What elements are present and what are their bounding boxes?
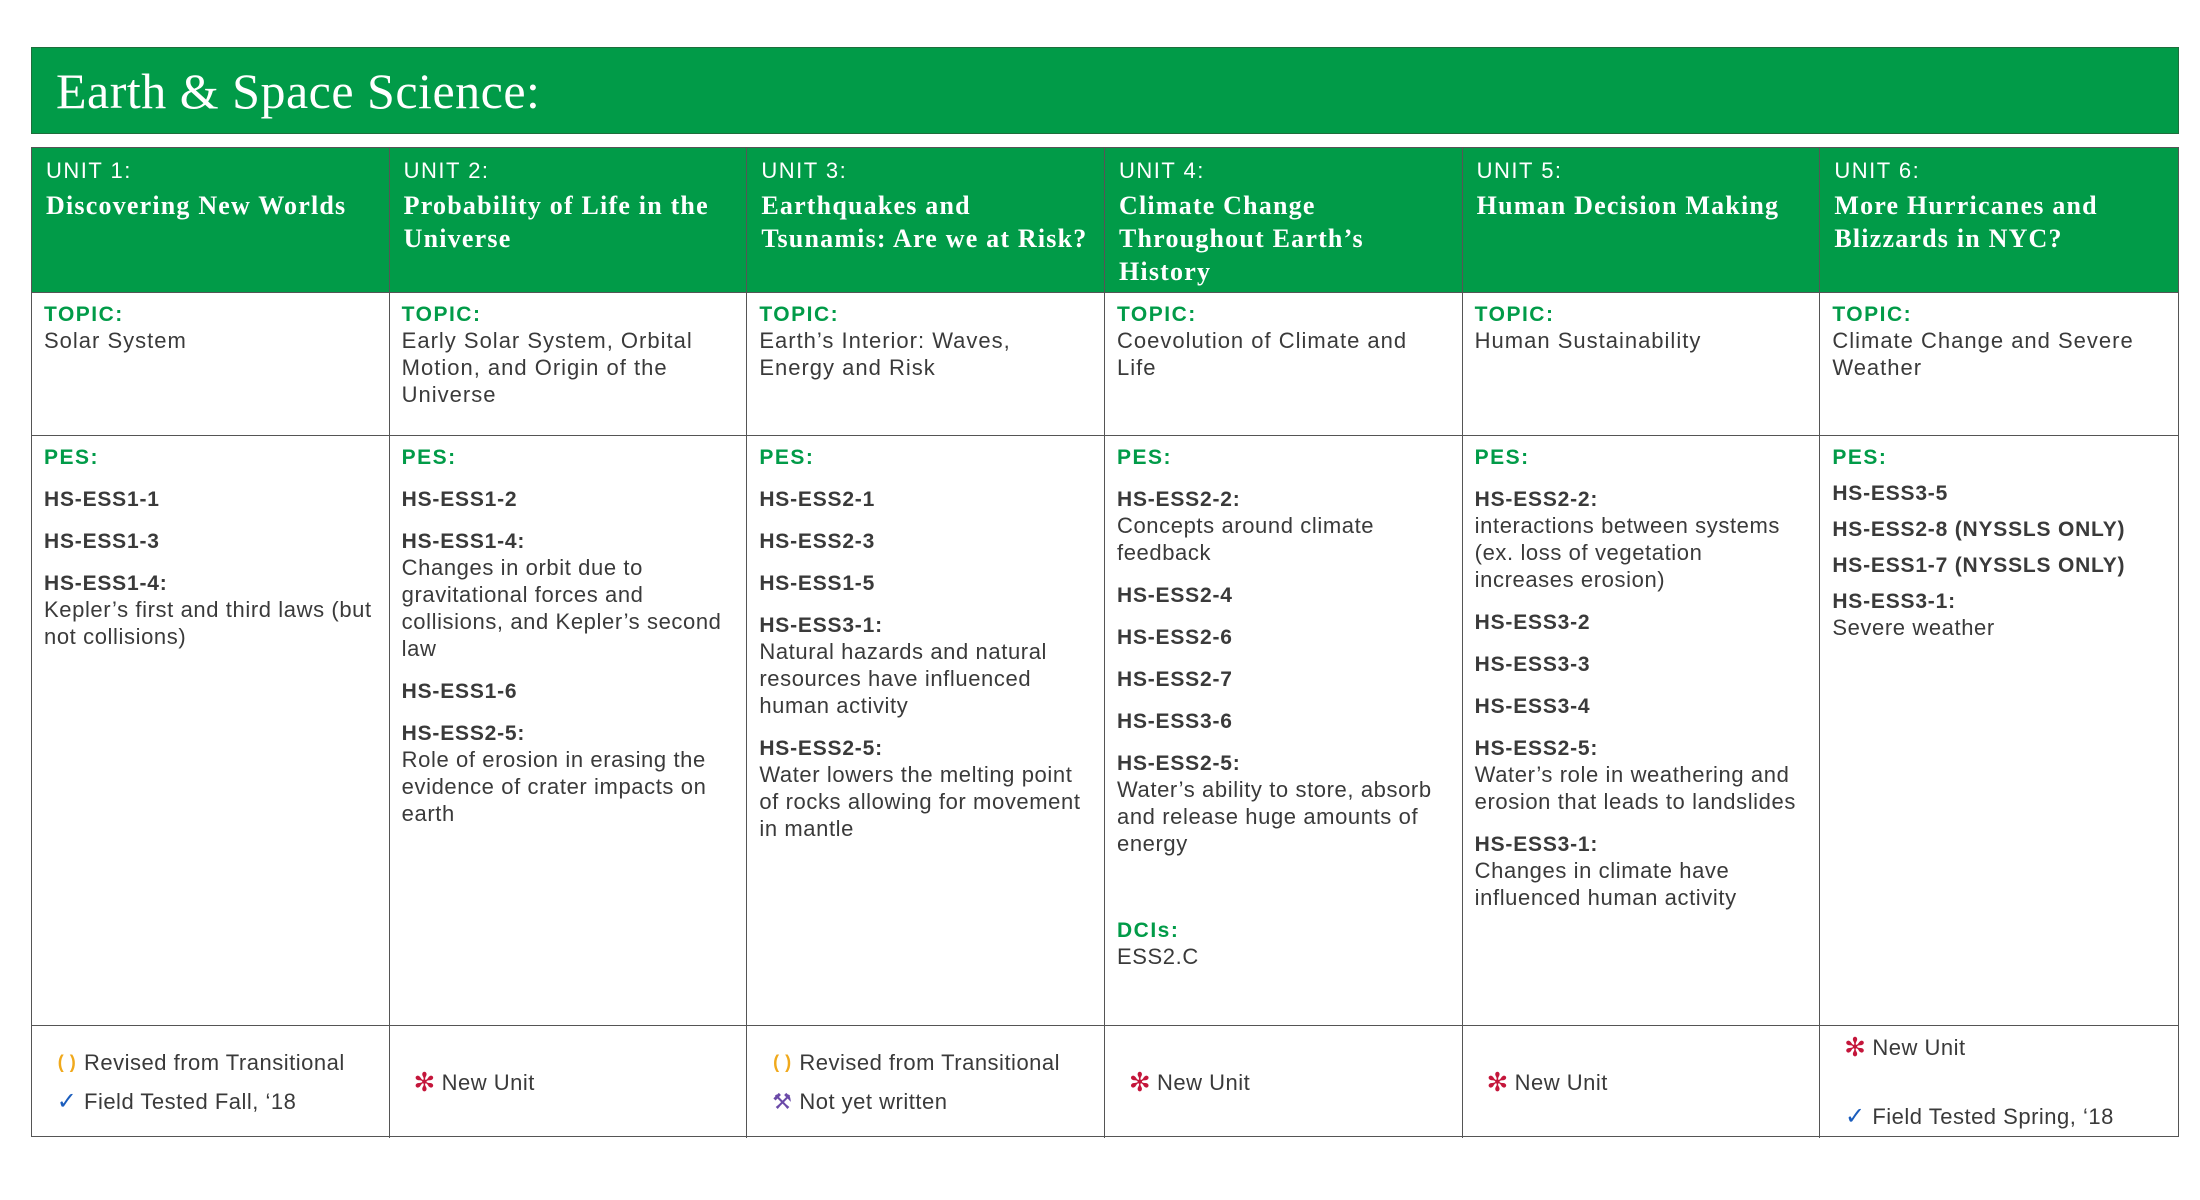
status-item [54,1049,369,1076]
pes-label: PES: [1832,446,1888,469]
pes-code: HS-ESS3-1: [759,614,883,637]
topic-label: TOPIC: [1116,303,1197,326]
status-text: Field Tested Spring, ‘18 [1872,1104,2114,1129]
pes-code: HS-ESS2-2: [1474,488,1599,511]
units-table [31,147,2179,1137]
revised-icon: ( ) [773,1052,792,1072]
pes-code: HS-ESS3-2 [1474,611,1591,634]
topic-cell [1463,293,1821,436]
status-cell [32,1026,390,1138]
topic-text: Climate Change and Severe Weather [1832,328,2134,380]
check-icon: ✓ [56,1088,78,1115]
pes-code: HS-ESS1-5 [759,572,876,595]
unit-name: Human Decision Making [1476,191,1780,220]
status-item [1127,1066,1442,1097]
pes-item [1475,695,1808,719]
status-item [769,1088,1084,1115]
unit-header [1463,148,1821,293]
pes-item [1117,668,1450,692]
pes-code: HS-ESS2-2: [1116,488,1241,511]
pes-item [1832,482,2166,506]
pes-item [402,722,735,827]
pes-cell [32,436,390,1026]
status-text: New Unit [1872,1035,1966,1060]
pes-code: HS-ESS1-7 (NYSSLS ONLY) [1832,554,2126,577]
pes-label: PES: [1116,446,1172,469]
pes-code: HS-ESS3-4 [1474,695,1591,718]
pes-item [402,680,735,704]
pes-label: PES: [401,446,457,469]
unit-header [390,148,748,293]
topic-cell [1105,293,1463,436]
status-item [1485,1066,1800,1097]
unit-header [1820,148,2178,293]
unit-name: Probability of Life in the Universe [403,191,709,253]
pes-code: HS-ESS1-1 [44,488,160,511]
status-item [1842,1103,2158,1130]
check-icon: ✓ [1845,1103,1866,1130]
pes-item [402,488,735,512]
pes-description: Kepler’s first and third laws (but not collisions) [44,597,372,649]
new-unit-icon: ✻ [1128,1066,1152,1097]
topic-cell [390,293,748,436]
pes-code: HS-ESS1-3 [44,530,160,553]
unit-label: UNIT 2: [403,158,490,183]
pes-code: HS-ESS2-5: [759,737,883,760]
pes-description: Water’s ability to store, absorb and release huge amounts of energy [1116,777,1432,856]
pes-item [759,614,1092,719]
pes-code: HS-ESS2-5: [1116,752,1241,775]
status-text: Revised from Transitional [84,1050,345,1075]
pes-item [1475,833,1808,911]
pes-code: HS-ESS1-6 [401,680,518,703]
topic-text: Early Solar System, Orbital Motion, and Origin of the Universe [401,328,693,407]
new-unit-icon: ✻ [413,1066,436,1097]
pes-item [1117,584,1450,608]
pes-item [1117,710,1450,734]
status-cell [1820,1026,2178,1138]
pes-item [44,572,377,650]
dci-value: ESS2.C [1116,944,1199,969]
topic-label: TOPIC: [1474,303,1555,326]
pes-item [402,530,735,662]
status-item [54,1088,369,1115]
pes-code: HS-ESS1-4: [401,530,526,553]
pes-label: PES: [44,446,100,469]
pes-cell [1820,436,2178,1026]
unit-name: Earthquakes and Tsunamis: Are we at Risk? [761,191,1088,253]
unit-name: More Hurricanes and Blizzards in NYC? [1834,191,2098,253]
unit-header [32,148,390,293]
pes-code: HS-ESS1-4: [44,572,168,595]
revised-icon: ( ) [57,1052,77,1072]
new-unit-icon: ✻ [1844,1032,1867,1062]
pes-item [759,530,1092,554]
pes-cell [747,436,1105,1026]
unit-label: UNIT 4: [1118,158,1205,183]
topic-label: TOPIC: [44,303,124,326]
pes-item [759,488,1092,512]
pes-item [1117,488,1450,566]
page-title: Earth & Space Science: [56,62,541,119]
pes-description: Water lowers the melting point of rocks allowing for movement in mantle [759,762,1081,841]
pes-code: HS-ESS2-8 (NYSSLS ONLY) [1832,518,2126,541]
status-text: Field Tested Fall, ‘18 [84,1089,297,1114]
pes-code: HS-ESS2-6 [1116,626,1233,649]
pes-code: HS-ESS3-3 [1474,653,1591,676]
topic-text: Coevolution of Climate and Life [1116,328,1408,380]
title-banner [31,47,2179,134]
status-cell [1105,1026,1463,1138]
unit-name: Climate Change Throughout Earth’s History [1118,191,1364,286]
pes-code: HS-ESS2-1 [759,488,876,511]
topic-cell [747,293,1105,436]
unit-label: UNIT 1: [46,158,132,183]
status-text: New Unit [441,1069,535,1095]
pes-item [1832,554,2166,578]
pes-code: HS-ESS2-7 [1116,668,1233,691]
pes-code: HS-ESS3-6 [1116,710,1233,733]
tools-icon: ⚒ [772,1089,793,1114]
topic-cell [1820,293,2178,436]
status-text: New Unit [1514,1069,1608,1095]
status-text: Revised from Transitional [799,1050,1061,1075]
pes-code: HS-ESS2-5: [401,722,526,745]
pes-item [44,488,377,512]
pes-cell [1105,436,1463,1026]
unit-label: UNIT 5: [1476,158,1563,183]
pes-code: HS-ESS3-1: [1832,590,1956,613]
topic-text: Solar System [44,328,187,353]
topic-label: TOPIC: [1832,303,1913,326]
pes-description: Role of erosion in erasing the evidence of crater impacts on earth [401,747,707,826]
pes-code: HS-ESS2-3 [759,530,876,553]
pes-item [1117,626,1450,650]
pes-item [1475,611,1808,635]
pes-item [1475,653,1808,677]
pes-code: HS-ESS2-5: [1474,737,1599,760]
status-cell [390,1026,748,1138]
status-cell [747,1026,1105,1138]
pes-cell [1463,436,1821,1026]
new-unit-icon: ✻ [1486,1066,1509,1097]
pes-item [1117,752,1450,857]
status-item [1842,1034,2158,1061]
pes-code: HS-ESS1-2 [401,488,518,511]
pes-item [1475,737,1808,815]
unit-label: UNIT 3: [761,158,848,183]
pes-description: Concepts around climate feedback [1116,513,1375,565]
topic-text: Earth’s Interior: Waves, Energy and Risk [759,328,1011,380]
pes-label: PES: [759,446,815,469]
unit-label: UNIT 6: [1834,158,1921,183]
unit-header [747,148,1105,293]
pes-item [1475,488,1808,593]
pes-description: Changes in orbit due to gravitational forces and collisions, and Kepler’s second law [401,555,722,661]
pes-item [1832,590,2166,641]
topic-label: TOPIC: [759,303,840,326]
pes-item [44,530,377,554]
status-text: New Unit [1156,1069,1251,1095]
topic-cell [32,293,390,436]
topic-text: Human Sustainability [1474,328,1702,353]
topic-label: TOPIC: [401,303,482,326]
dci-label: DCIs: [1116,919,1180,942]
pes-description: interactions between systems (ex. loss of vegetation increases erosion) [1474,513,1781,592]
pes-description: Changes in climate have influenced human activity [1474,858,1737,910]
pes-item [759,737,1092,842]
pes-code: HS-ESS2-4 [1116,584,1233,607]
status-item [769,1049,1084,1076]
pes-cell [390,436,748,1026]
status-cell [1463,1026,1821,1138]
unit-header [1105,148,1463,293]
pes-item [759,572,1092,596]
pes-item [1832,518,2166,542]
status-text: Not yet written [799,1089,948,1114]
pes-code: HS-ESS3-1: [1474,833,1599,856]
dci-block [1117,919,1450,970]
unit-name: Discovering New Worlds [46,191,347,220]
pes-description: Severe weather [1832,615,1995,640]
status-item [412,1066,727,1097]
pes-description: Water’s role in weathering and erosion that leads to landslides [1474,762,1796,814]
pes-label: PES: [1474,446,1530,469]
pes-code: HS-ESS3-5 [1832,482,1949,505]
pes-description: Natural hazards and natural resources have influenced human activity [759,639,1048,718]
